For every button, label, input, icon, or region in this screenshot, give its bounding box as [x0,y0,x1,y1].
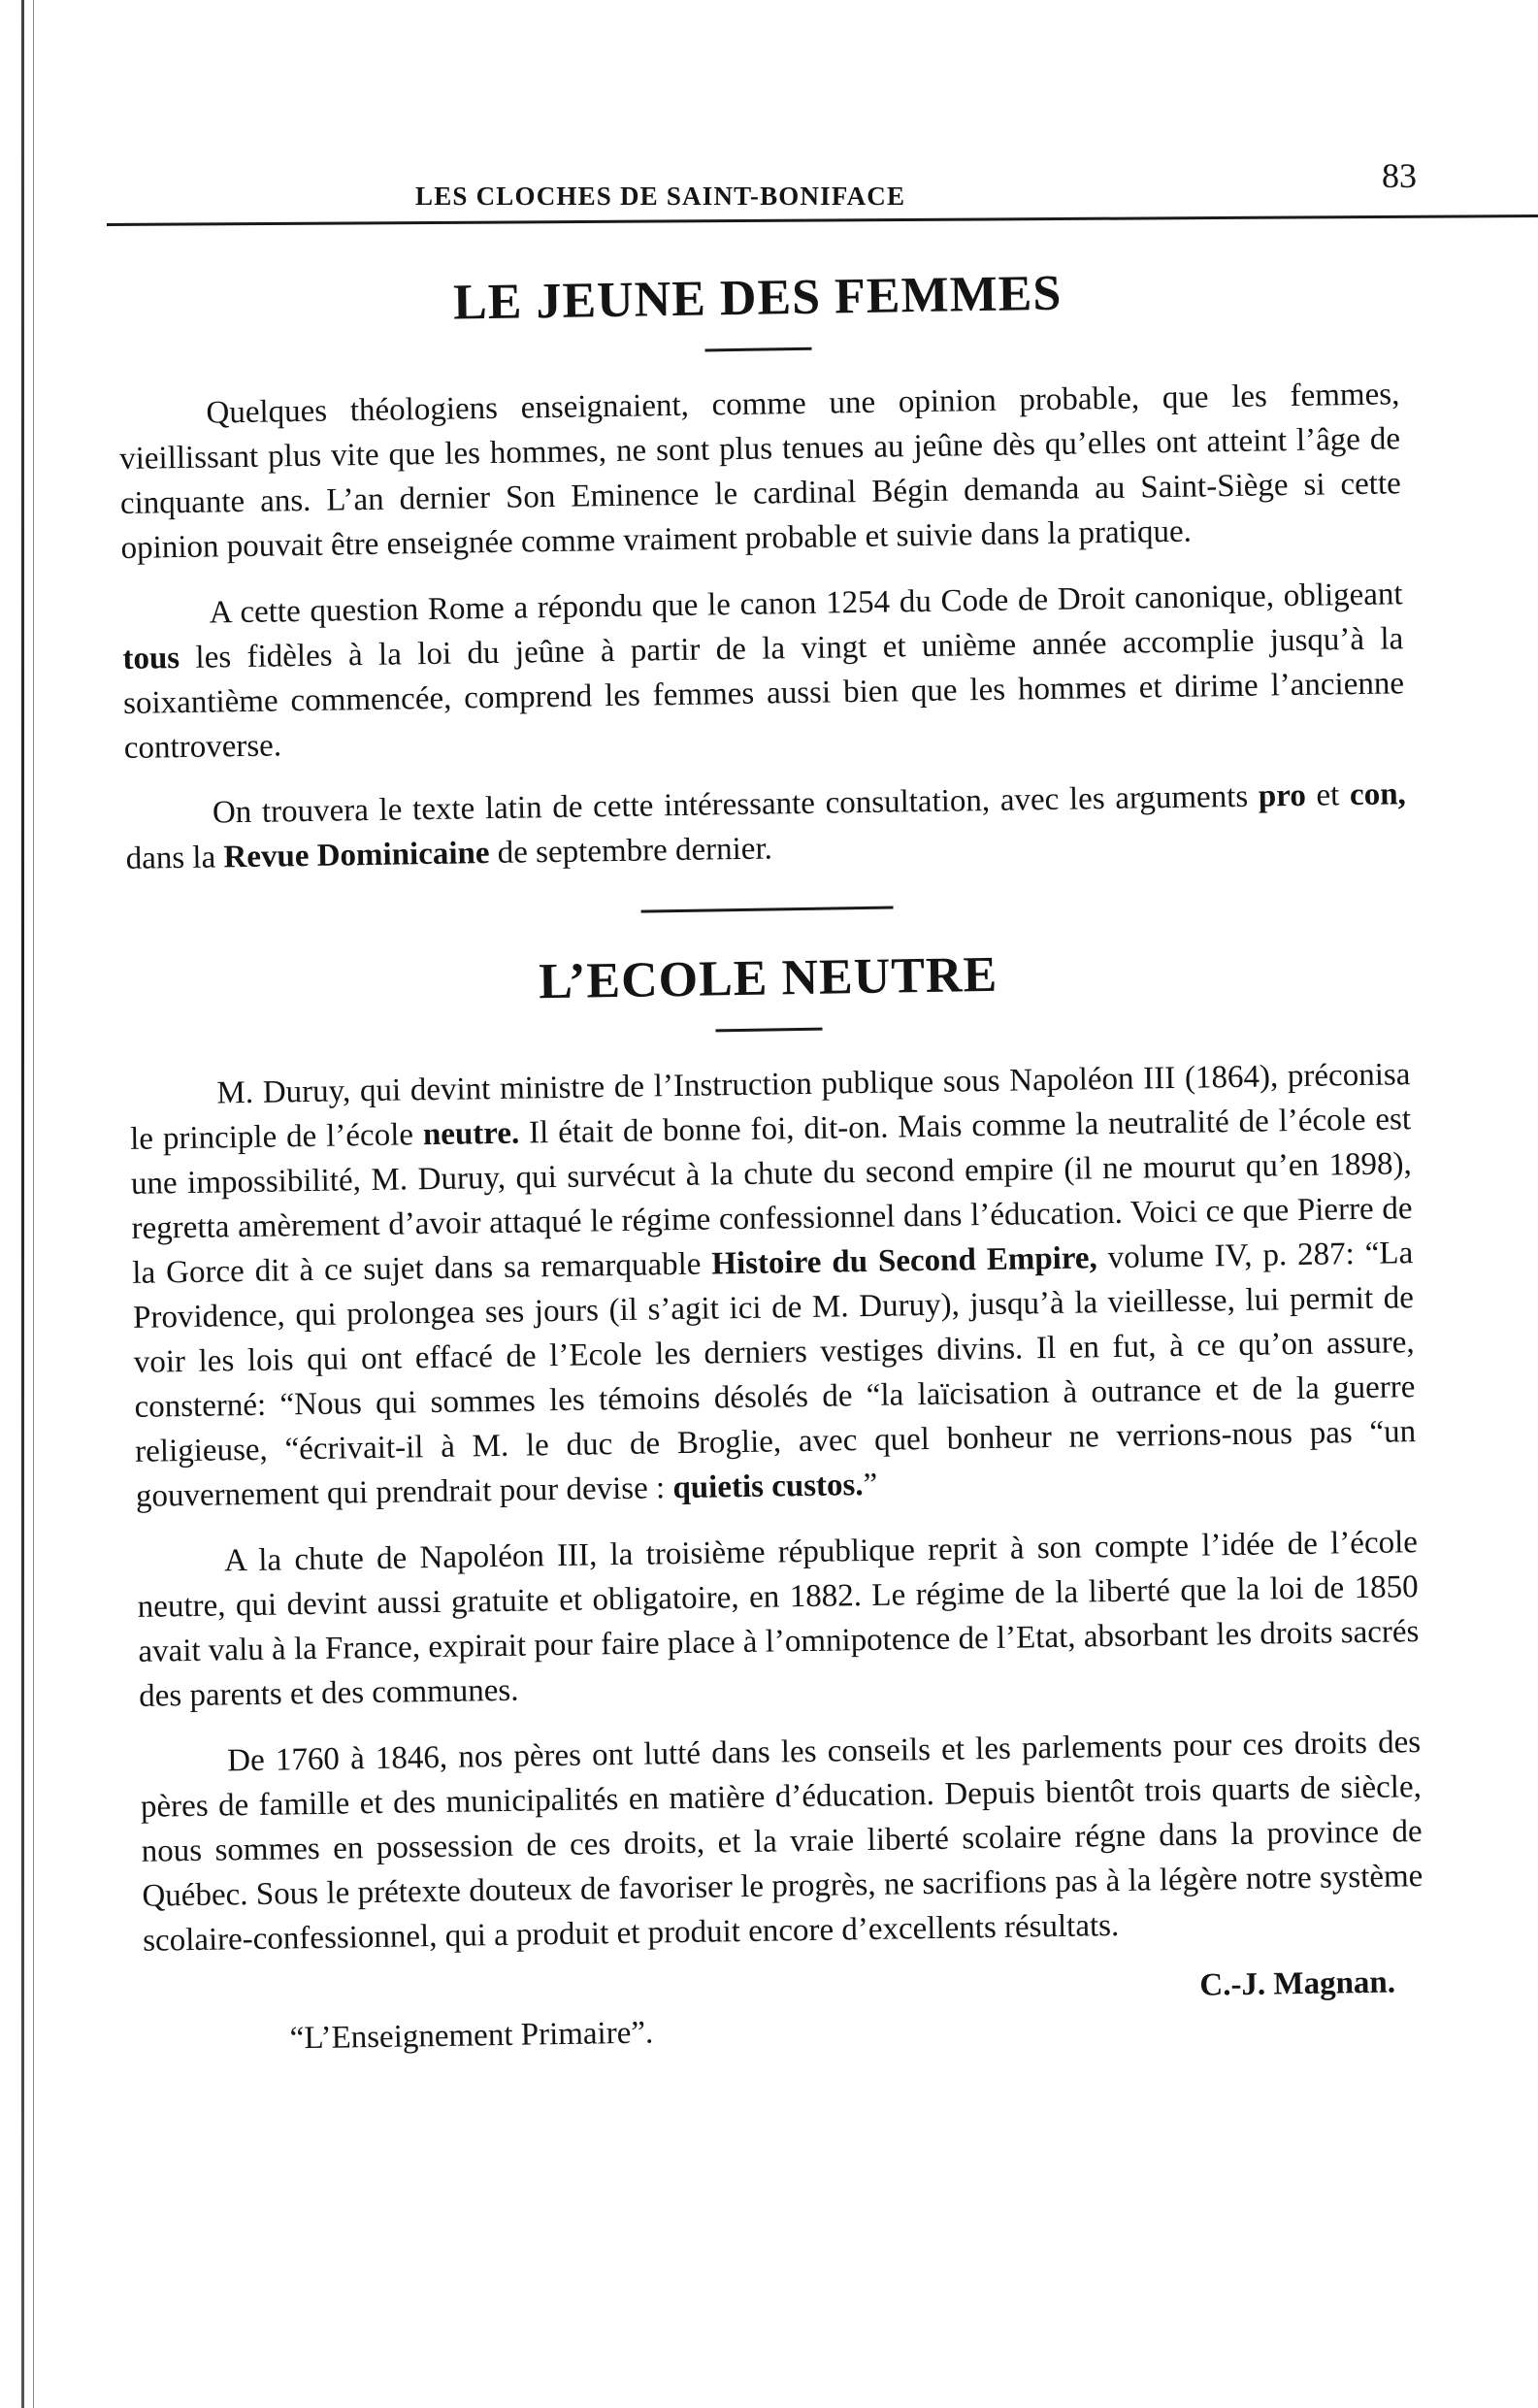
page-edge-line [33,0,34,2408]
title-rule [715,1028,822,1033]
header-rule [107,214,1538,226]
author-signature: C.-J. Magnan. [1199,1964,1396,2003]
emphasis-text: Revue Dominicaine [223,836,490,875]
signature-block [144,1964,1425,2072]
paragraph-text: De 1760 à 1846, nos pères ont lutté dans les conseils et les parlements pour ces droits des pères de famille et des municipalités en matière d’éducation. Depuis bientôt trois quarts de siècle, nous sommes en possession de ces droits, et la vraie liberté scolaire régne dans la province de Québec. Sous le prétexte douteux de favoriser le progrès, ne sacrifions pas à la légère notre système scolaire-confessionnel, qui a produit et produit encore d’excellents résultats. [140,1725,1423,1959]
paragraph-text: volume IV, p. 287: “La Providence, qui prolongea ses jours (il s’agit ici de M. Duruy), jusqu’à la vieillesse, lui permit de voir les lois qui ont effacé de l’Ecole les derniers vestiges divins. Il en fut, à ce qu’on assure, consterné: “Nous qui sommes les témoins désolés de “la laïcisation à outrance et de la guerre religieuse, “écrivait-il à M. le duc de Broglie, avec quel bonheur ne verrions-nous pas “un gouvernement qui prendrait pour devise : [132,1236,1417,1514]
paragraph-text: M. Duruy, qui devint ministre de l’Instruction publique sous Napoléon III (1864), préconisa le principle de l’école [129,1057,1411,1157]
paragraph-text: dans la [125,840,224,876]
paragraph-text: A la chute de Napoléon III, la troisième république reprit à son compte l’idée de l’école neutre, qui devint aussi gratuite et obligatoire, en 1882. Le régime de la liberté que la loi de 1850 avait valu à la France, expirait pour faire place à l’omnipotence de l’Etat, absorbant les droits sacrés des parents et des communes. [137,1525,1420,1714]
paragraph [118,372,1402,571]
section-divider [641,907,894,913]
emphasis-text: pro [1258,777,1307,814]
paragraph-text: de septembre dernier. [489,831,773,872]
page-header [107,155,1417,233]
paragraph [125,772,1407,881]
article-title-jeune: LE JEUNE DES FEMMES [452,265,1063,331]
paragraph-text: et [1305,777,1351,813]
emphasis-text: Histoire du Second Empire, [711,1240,1098,1282]
paragraph-text: On trouvera le texte latin de cette intéressante consultation, avec les arguments [212,778,1260,831]
emphasis-text: quietis custos. [672,1468,864,1506]
page-content [116,242,1425,2072]
paragraph-text: ” [863,1467,878,1503]
paragraph-text: Il était de bonne foi, dit-on. Mais comme la neutralité de l’école est une impossibilité, M. Duruy, qui survécut à la chute du second empire (il ne mourut qu’en 1898), regretta amèrement d’avoir attaqué le régime confessionnel dans l’éducation. Voici ce que Pierre de la Gorce dit à ce sujet dans sa remarquable [130,1102,1413,1291]
paragraph [121,572,1405,771]
page-number: 83 [1382,156,1417,195]
paragraph-text: les fidèles à la loi du jeûne à partir de la vingt et unième année accomplie jusqu’à la soixantième commencée, comprend les femmes aussi bien que les hommes et dirime l’ancienne controverse. [122,621,1405,766]
paragraph [137,1520,1421,1719]
source-citation: “L’Enseignement Primaire”. [289,2015,654,2057]
emphasis-text: tous [122,641,180,676]
paragraph [129,1052,1417,1519]
emphasis-text: neutre. [422,1115,520,1153]
running-title: LES CLOCHES DE SAINT-BONIFACE [415,181,906,211]
title-rule [704,347,811,352]
paragraph-text: A cette question Rome a répondu que le canon 1254 du Code de Droit canonique, obligeant [209,577,1403,631]
emphasis-text: con, [1349,776,1407,813]
page-edge [21,0,24,2408]
paragraph-text: Quelques théologiens enseignaient, comme une opinion probable, que les femmes, vieillissant plus vite que les hommes, ne sont plus tenues au jeûne dès qu’elles ont atteint l’âge de cinquante ans. L’an dernier Son Eminence le cardinal Bégin demanda au Saint-Siège si cette opinion pouvait être enseignée comme vraiment probable et suivie dans la pratique. [118,377,1402,566]
paragraph [140,1720,1423,1963]
article-title-ecole: L’ECOLE NEUTRE [538,946,998,1010]
